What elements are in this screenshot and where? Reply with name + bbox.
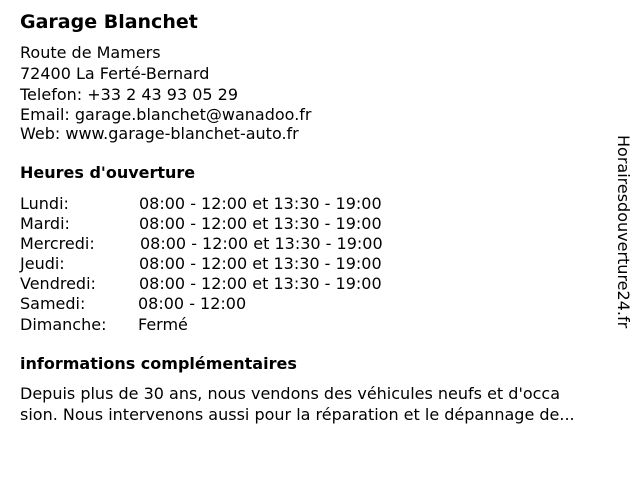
time-value: 08:00 - 12:00 et 13:30 - 19:00 [139,274,382,293]
hours-row-monday [20,194,440,214]
city-address: 72400 La Ferté-Bernard [20,64,210,83]
hours-row-friday [20,274,440,294]
hours-heading: Heures d'ouverture [20,163,196,182]
time-value: 08:00 - 12:00 et 13:30 - 19:00 [139,214,382,233]
email-address: Email: garage.blanchet@wanadoo.fr [20,105,312,124]
hours-row-saturday [20,294,440,314]
day-label: Jeudi: [20,254,65,273]
time-value: Fermé [138,315,188,334]
street-address: Route de Mamers [20,43,161,62]
time-value: 08:00 - 12:00 et 13:30 - 19:00 [139,194,382,213]
day-label: Vendredi: [20,274,96,293]
day-label: Samedi: [20,294,86,313]
hours-row-tuesday [20,214,440,234]
site-watermark: Horairesdouverture24.fr [614,135,633,329]
hours-row-thursday [20,254,440,274]
hours-row-sunday [20,315,440,335]
website-url: Web: www.garage-blanchet-auto.fr [20,124,299,143]
day-label: Mardi: [20,214,70,233]
hours-row-wednesday [20,234,440,254]
time-value: 08:00 - 12:00 et 13:30 - 19:00 [140,234,383,253]
day-label: Lundi: [20,194,69,213]
business-name: Garage Blanchet [20,11,198,33]
info-heading: informations complémentaires [20,354,297,373]
phone-number: Telefon: +33 2 43 93 05 29 [20,85,239,104]
time-value: 08:00 - 12:00 et 13:30 - 19:00 [139,254,382,273]
day-label: Mercredi: [20,234,95,253]
time-value: 08:00 - 12:00 [138,294,247,313]
day-label: Dimanche: [20,315,107,334]
info-description-line-1: Depuis plus de 30 ans, nous vendons des véhicules neufs et d'occa [20,384,561,403]
info-description-line-2: sion. Nous intervenons aussi pour la réparation et le dépannage de... [20,405,575,424]
